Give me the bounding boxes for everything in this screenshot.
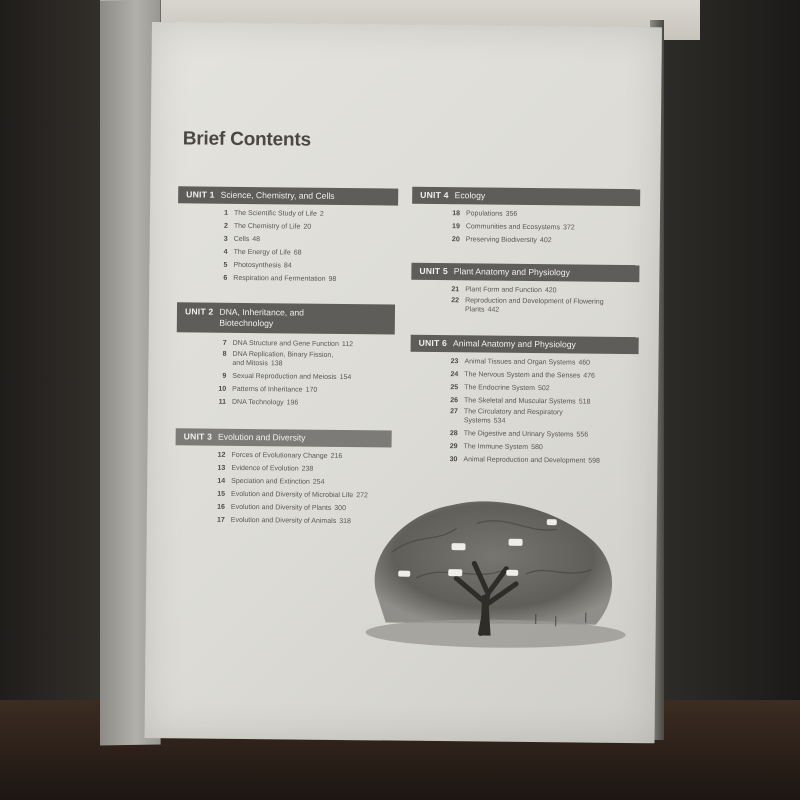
chapter-title: Evolution and Diversity of Animals xyxy=(230,516,337,525)
chapter-page: 112 xyxy=(341,341,354,349)
chapter-number: 19 xyxy=(452,223,460,231)
chapter-number: 25 xyxy=(450,384,459,392)
chapter-page: 68 xyxy=(293,249,302,257)
chapter-page: 98 xyxy=(328,275,337,283)
chapter-page: 476 xyxy=(583,372,595,380)
unit-header-6 xyxy=(411,335,639,354)
chapter-title: Speciation and Extinction xyxy=(231,477,310,486)
chapter-page: 84 xyxy=(283,262,292,270)
chapter-number: 3 xyxy=(223,235,228,243)
chapter-page: 20 xyxy=(303,223,312,231)
chapter-number: 27 xyxy=(450,408,458,416)
chapter-number: 18 xyxy=(452,210,461,218)
unit-header-3 xyxy=(176,428,392,447)
chapter-title: Animal Reproduction and Development xyxy=(463,456,586,465)
chapter-page: 318 xyxy=(339,517,351,526)
chapter-title: The Energy of Life xyxy=(233,248,291,257)
book-page xyxy=(145,22,662,743)
chapter-title: Photosynthesis xyxy=(233,261,281,270)
unit-name: DNA, Inheritance, and Biotechnology xyxy=(219,306,305,329)
chapter-page: 598 xyxy=(588,457,600,465)
chapter-title: Animal Tissues and Organ Systems xyxy=(464,358,576,367)
unit-1-chapter-list xyxy=(205,207,398,287)
chapter-page: 356 xyxy=(505,210,518,218)
chapter-entry xyxy=(438,233,638,248)
chapter-page: 216 xyxy=(330,452,343,461)
chapter-title: Plant Form and Function xyxy=(465,286,542,295)
chapter-title: The Nervous System and the Senses xyxy=(464,371,581,380)
unit-5-chapter-list xyxy=(437,283,637,318)
unit-6-chapter-list xyxy=(435,355,641,468)
chapter-title: The Scientific Study of Life xyxy=(233,209,317,218)
chapter-page: 238 xyxy=(301,465,314,473)
unit-tag: UNIT 3 xyxy=(183,431,213,442)
background-right xyxy=(660,0,800,800)
tree-goats-illustration xyxy=(355,482,627,665)
chapter-number: 21 xyxy=(451,286,460,294)
chapter-title: Preserving Biodiversity xyxy=(465,236,537,245)
chapter-number: 6 xyxy=(223,274,228,282)
unit-header-4 xyxy=(412,187,640,206)
chapter-entry xyxy=(437,296,637,318)
chapter-title: Forces of Evolutionary Change xyxy=(231,451,328,460)
chapter-number: 9 xyxy=(222,372,227,380)
chapter-page: 442 xyxy=(487,306,500,314)
unit-tag: UNIT 6 xyxy=(418,337,448,349)
chapter-page: 460 xyxy=(578,359,591,367)
chapter-number: 5 xyxy=(223,261,228,269)
chapter-number: 23 xyxy=(450,358,459,366)
unit-2-chapter-list xyxy=(204,337,395,411)
chapter-title: Patterns of Inheritance xyxy=(232,385,303,394)
chapter-number: 11 xyxy=(218,398,227,406)
chapter-number: 28 xyxy=(449,430,458,438)
chapter-number: 20 xyxy=(451,236,460,244)
unit-header-2 xyxy=(177,302,395,334)
chapter-entry xyxy=(436,407,641,429)
chapter-page: 502 xyxy=(537,385,550,393)
chapter-page: 48 xyxy=(252,236,261,244)
chapter-title: Sexual Reproduction and Meiosis xyxy=(232,372,337,381)
chapter-title: Respiration and Fermentation xyxy=(233,274,326,283)
chapter-entry xyxy=(204,396,394,411)
chapter-number: 4 xyxy=(223,248,228,256)
chapter-number: 8 xyxy=(222,350,227,358)
chapter-number: 7 xyxy=(222,339,227,347)
unit-header-5 xyxy=(411,263,639,282)
chapter-entry xyxy=(205,272,397,287)
unit-tag: UNIT 4 xyxy=(420,189,449,201)
unit-tag: UNIT 2 xyxy=(184,306,214,317)
chapter-page: 556 xyxy=(576,431,589,439)
unit-name: Plant Anatomy and Physiology xyxy=(453,266,570,278)
chapter-page: 372 xyxy=(562,224,575,232)
chapter-number: 30 xyxy=(449,456,458,464)
chapter-page: 196 xyxy=(286,399,299,407)
chapter-page: 254 xyxy=(312,478,325,486)
chapter-title: The Endocrine System xyxy=(464,384,536,393)
chapter-title: DNA Replication, Binary Fission, and Mitosis xyxy=(232,350,334,368)
chapter-title: Evidence of Evolution xyxy=(231,464,299,473)
unit-header-1 xyxy=(178,186,398,205)
chapter-title: Evolution and Diversity of Microbial Life xyxy=(231,490,354,500)
unit-tag: UNIT 5 xyxy=(419,265,448,277)
chapter-page: 138 xyxy=(270,360,283,368)
chapter-page: 420 xyxy=(544,287,557,295)
chapter-title: Reproduction and Development of Flowering Plants xyxy=(464,297,604,314)
chapter-number: 15 xyxy=(217,490,226,498)
chapter-number: 2 xyxy=(223,222,228,230)
chapter-title: DNA Technology xyxy=(231,398,284,407)
unit-tag: UNIT 1 xyxy=(186,189,215,200)
page-title: Brief Contents xyxy=(182,128,311,151)
chapter-page: 272 xyxy=(356,492,368,500)
unit-4-chapter-list xyxy=(438,207,638,248)
chapter-number: 22 xyxy=(451,297,460,305)
unit-name: Science, Chemistry, and Cells xyxy=(220,189,335,201)
unit-name: Ecology xyxy=(454,190,486,201)
chapter-page: 580 xyxy=(531,443,543,452)
chapter-number: 17 xyxy=(216,516,225,524)
chapter-title: The Circulatory and Respiratory Systems xyxy=(463,408,563,425)
chapter-title: Communities and Ecosystems xyxy=(465,223,561,232)
chapter-number: 12 xyxy=(217,451,226,459)
chapter-number: 1 xyxy=(224,209,229,217)
chapter-number: 14 xyxy=(217,477,226,485)
chapter-page: 154 xyxy=(339,373,352,382)
chapter-number: 10 xyxy=(218,385,227,393)
chapter-number: 24 xyxy=(450,371,459,379)
chapter-number: 26 xyxy=(450,397,459,405)
chapter-title: The Chemistry of Life xyxy=(233,222,301,231)
unit-name: Evolution and Diversity xyxy=(218,431,306,443)
chapter-title: The Skeletal and Muscular Systems xyxy=(464,397,576,406)
chapter-title: DNA Structure and Gene Function xyxy=(232,339,339,348)
chapter-number: 16 xyxy=(217,503,225,511)
chapter-number: 29 xyxy=(449,443,458,451)
chapter-title: The Immune System xyxy=(463,443,529,451)
chapter-page: 402 xyxy=(539,237,552,245)
chapter-entry xyxy=(204,350,394,372)
chapter-entry xyxy=(435,453,640,468)
chapter-title: Cells xyxy=(233,235,250,244)
unit-name: Animal Anatomy and Physiology xyxy=(453,338,576,350)
chapter-title: Populations xyxy=(465,210,503,218)
chapter-page: 518 xyxy=(578,398,591,406)
chapter-page: 2 xyxy=(319,210,324,218)
chapter-page: 300 xyxy=(334,504,347,513)
chapter-page: 170 xyxy=(305,386,318,394)
chapter-title: Evolution and Diversity of Plants xyxy=(230,503,332,512)
chapter-title: The Digestive and Urinary Systems xyxy=(463,430,574,439)
chapter-page: 534 xyxy=(493,417,506,425)
chapter-number: 13 xyxy=(217,464,226,472)
background-left xyxy=(0,0,110,800)
